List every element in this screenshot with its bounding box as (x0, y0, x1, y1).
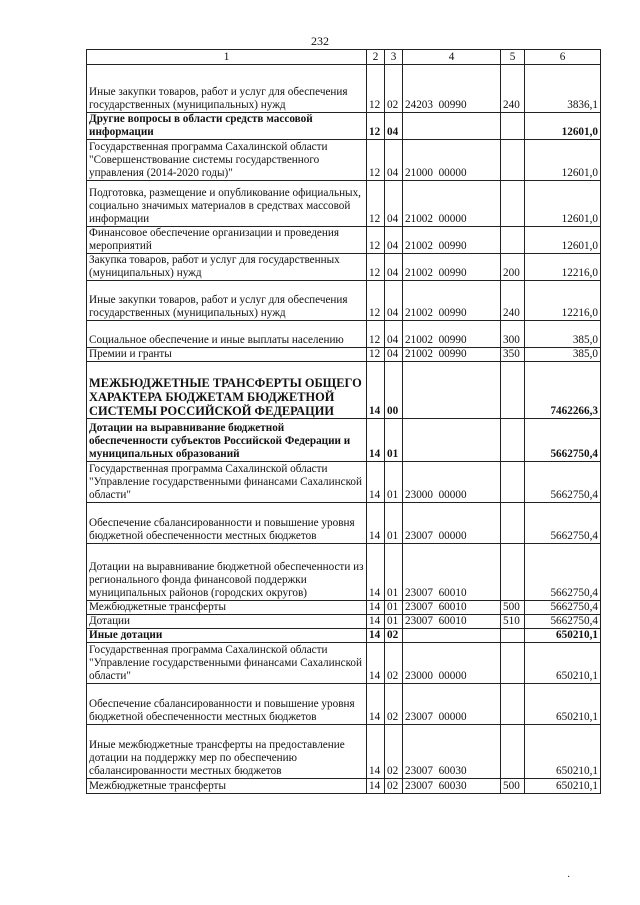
row-name-cell: Иные закупки товаров, работ и услуг для обеспечения государственных (муниципальных) нужд (87, 65, 367, 113)
section-code-cell: 12 (367, 227, 385, 254)
table-row (87, 419, 601, 462)
subsection-code-cell: 04 (385, 227, 403, 254)
header-cell: 6 (525, 50, 601, 65)
table-row (87, 684, 601, 725)
expense-type-cell: 240 (501, 281, 525, 321)
table-row (87, 348, 601, 362)
target-article-cell: 23007 60010 (403, 601, 501, 615)
target-article-cell: 23007 00000 (403, 684, 501, 725)
expense-type-cell (501, 227, 525, 254)
target-article-cell: 24203 00990 (403, 65, 501, 113)
target-article-cell: 23007 60030 (403, 779, 501, 794)
subsection-code-cell: 02 (385, 725, 403, 779)
row-name-cell: Государственная программа Сахалинской области "Управление государственными финансами Сахалинской области" (87, 462, 367, 503)
amount-cell: 12601,0 (525, 227, 601, 254)
section-code-cell: 14 (367, 684, 385, 725)
expense-type-cell (501, 503, 525, 544)
section-code-cell: 14 (367, 615, 385, 629)
target-article-cell (403, 419, 501, 462)
expense-type-cell (501, 140, 525, 181)
expense-type-cell (501, 419, 525, 462)
section-code-cell: 12 (367, 321, 385, 348)
row-name-cell: Иные дотации (87, 629, 367, 643)
subsection-code-cell: 04 (385, 254, 403, 281)
table-row (87, 140, 601, 181)
expense-type-cell: 500 (501, 601, 525, 615)
row-name-cell: Иные межбюджетные трансферты на предоставление дотации на поддержку мер по обеспечению сбалансированности местных бюджетов (87, 725, 367, 779)
table-row (87, 362, 601, 419)
row-name-cell: Дотации (87, 615, 367, 629)
section-code-cell: 14 (367, 725, 385, 779)
section-code-cell: 14 (367, 643, 385, 684)
target-article-cell (403, 629, 501, 643)
expense-type-cell (501, 629, 525, 643)
subsection-code-cell: 04 (385, 113, 403, 140)
subsection-code-cell: 01 (385, 601, 403, 615)
target-article-cell: 23007 60030 (403, 725, 501, 779)
header-cell: 2 (367, 50, 385, 65)
table-row (87, 503, 601, 544)
amount-cell: 5662750,4 (525, 462, 601, 503)
table-row (87, 281, 601, 321)
table-row (87, 65, 601, 113)
header-cell: 1 (87, 50, 367, 65)
table-row (87, 725, 601, 779)
target-article-cell (403, 113, 501, 140)
expense-type-cell (501, 362, 525, 419)
expense-type-cell (501, 544, 525, 601)
section-code-cell: 14 (367, 419, 385, 462)
row-name-cell: Обеспечение сбалансированности и повышение уровня бюджетной обеспеченности местных бюджетов (87, 684, 367, 725)
section-code-cell: 12 (367, 65, 385, 113)
amount-cell: 5662750,4 (525, 544, 601, 601)
section-code-cell: 14 (367, 629, 385, 643)
amount-cell: 650210,1 (525, 629, 601, 643)
table-row (87, 181, 601, 227)
row-name-cell: Закупка товаров, работ и услуг для государственных (муниципальных) нужд (87, 254, 367, 281)
section-code-cell: 12 (367, 140, 385, 181)
amount-cell: 12601,0 (525, 140, 601, 181)
table-row (87, 615, 601, 629)
amount-cell: 650210,1 (525, 725, 601, 779)
target-article-cell: 23007 60010 (403, 615, 501, 629)
table-row (87, 601, 601, 615)
corner-mark: · (567, 872, 571, 883)
expense-type-cell (501, 643, 525, 684)
row-name-cell: Государственная программа Сахалинской области "Совершенствование системы государственного управления (2014-2020 годы)" (87, 140, 367, 181)
subsection-code-cell: 01 (385, 419, 403, 462)
target-article-cell: 21002 00990 (403, 348, 501, 362)
subsection-code-cell: 02 (385, 65, 403, 113)
row-name-cell: Межбюджетные трансферты (87, 779, 367, 794)
target-article-cell: 23000 00000 (403, 643, 501, 684)
row-name-cell: МЕЖБЮДЖЕТНЫЕ ТРАНСФЕРТЫ ОБЩЕГО ХАРАКТЕРА БЮДЖЕТАМ БЮДЖЕТНОЙ СИСТЕМЫ РОССИЙСКОЙ ФЕДЕРАЦИИ (87, 362, 367, 419)
subsection-code-cell: 01 (385, 615, 403, 629)
row-name-cell: Обеспечение сбалансированности и повышение уровня бюджетной обеспеченности местных бюджетов (87, 503, 367, 544)
section-code-cell: 12 (367, 254, 385, 281)
target-article-cell: 21002 00990 (403, 321, 501, 348)
section-code-cell: 14 (367, 362, 385, 419)
subsection-code-cell: 01 (385, 544, 403, 601)
row-name-cell: Дотации на выравнивание бюджетной обеспеченности субъектов Российской Федерации и муниципальных образований (87, 419, 367, 462)
section-code-cell: 12 (367, 181, 385, 227)
amount-cell: 5662750,4 (525, 503, 601, 544)
section-code-cell: 14 (367, 544, 385, 601)
expense-type-cell: 200 (501, 254, 525, 281)
budget-table (86, 49, 601, 794)
target-article-cell: 23007 60010 (403, 544, 501, 601)
amount-cell: 5662750,4 (525, 615, 601, 629)
subsection-code-cell: 04 (385, 321, 403, 348)
row-name-cell: Подготовка, размещение и опубликование официальных, социально значимых материалов в средствах массовой информации (87, 181, 367, 227)
target-article-cell: 21002 00990 (403, 227, 501, 254)
section-code-cell: 14 (367, 779, 385, 794)
amount-cell: 385,0 (525, 348, 601, 362)
subsection-code-cell: 00 (385, 362, 403, 419)
section-code-cell: 14 (367, 601, 385, 615)
section-code-cell: 14 (367, 462, 385, 503)
subsection-code-cell: 04 (385, 348, 403, 362)
amount-cell: 12601,0 (525, 113, 601, 140)
table-row (87, 544, 601, 601)
expense-type-cell (501, 462, 525, 503)
row-name-cell: Межбюджетные трансферты (87, 601, 367, 615)
amount-cell: 7462266,3 (525, 362, 601, 419)
header-cell: 3 (385, 50, 403, 65)
subsection-code-cell: 02 (385, 684, 403, 725)
row-name-cell: Государственная программа Сахалинской области "Управление государственными финансами Сахалинской области" (87, 643, 367, 684)
page-number: 232 (311, 34, 329, 48)
subsection-code-cell: 02 (385, 779, 403, 794)
target-article-cell: 21000 00000 (403, 140, 501, 181)
header-cell: 4 (403, 50, 501, 65)
amount-cell: 650210,1 (525, 779, 601, 794)
header-cell: 5 (501, 50, 525, 65)
amount-cell: 12601,0 (525, 181, 601, 227)
amount-cell: 650210,1 (525, 684, 601, 725)
amount-cell: 12216,0 (525, 281, 601, 321)
subsection-code-cell: 01 (385, 462, 403, 503)
target-article-cell: 21002 00990 (403, 281, 501, 321)
expense-type-cell (501, 113, 525, 140)
expense-type-cell: 510 (501, 615, 525, 629)
subsection-code-cell: 01 (385, 503, 403, 544)
target-article-cell (403, 362, 501, 419)
amount-cell: 12216,0 (525, 254, 601, 281)
amount-cell: 650210,1 (525, 643, 601, 684)
table-row (87, 462, 601, 503)
amount-cell: 5662750,4 (525, 419, 601, 462)
section-code-cell: 12 (367, 348, 385, 362)
table-row (87, 113, 601, 140)
amount-cell: 3836,1 (525, 65, 601, 113)
expense-type-cell (501, 725, 525, 779)
expense-type-cell: 350 (501, 348, 525, 362)
row-name-cell: Иные закупки товаров, работ и услуг для обеспечения государственных (муниципальных) нужд (87, 281, 367, 321)
target-article-cell: 23000 00000 (403, 462, 501, 503)
target-article-cell: 21002 00000 (403, 181, 501, 227)
section-code-cell: 12 (367, 113, 385, 140)
amount-cell: 385,0 (525, 321, 601, 348)
subsection-code-cell: 02 (385, 629, 403, 643)
row-name-cell: Премии и гранты (87, 348, 367, 362)
table-row (87, 629, 601, 643)
expense-type-cell: 500 (501, 779, 525, 794)
target-article-cell: 23007 00000 (403, 503, 501, 544)
row-name-cell: Социальное обеспечение и иные выплаты населению (87, 321, 367, 348)
table-header-row (87, 50, 601, 65)
subsection-code-cell: 04 (385, 181, 403, 227)
row-name-cell: Дотации на выравнивание бюджетной обеспеченности из регионального фонда финансовой поддержки муниципальных районов (городских округов) (87, 544, 367, 601)
target-article-cell: 21002 00990 (403, 254, 501, 281)
subsection-code-cell: 04 (385, 281, 403, 321)
table-row (87, 254, 601, 281)
table-row (87, 779, 601, 794)
expense-type-cell (501, 181, 525, 227)
table-row (87, 321, 601, 348)
row-name-cell: Финансовое обеспечение организации и проведения мероприятий (87, 227, 367, 254)
amount-cell: 5662750,4 (525, 601, 601, 615)
expense-type-cell: 240 (501, 65, 525, 113)
section-code-cell: 12 (367, 281, 385, 321)
subsection-code-cell: 04 (385, 140, 403, 181)
table-row (87, 227, 601, 254)
row-name-cell: Другие вопросы в области средств массовой информации (87, 113, 367, 140)
expense-type-cell: 300 (501, 321, 525, 348)
subsection-code-cell: 02 (385, 643, 403, 684)
expense-type-cell (501, 684, 525, 725)
table-row (87, 643, 601, 684)
section-code-cell: 14 (367, 503, 385, 544)
